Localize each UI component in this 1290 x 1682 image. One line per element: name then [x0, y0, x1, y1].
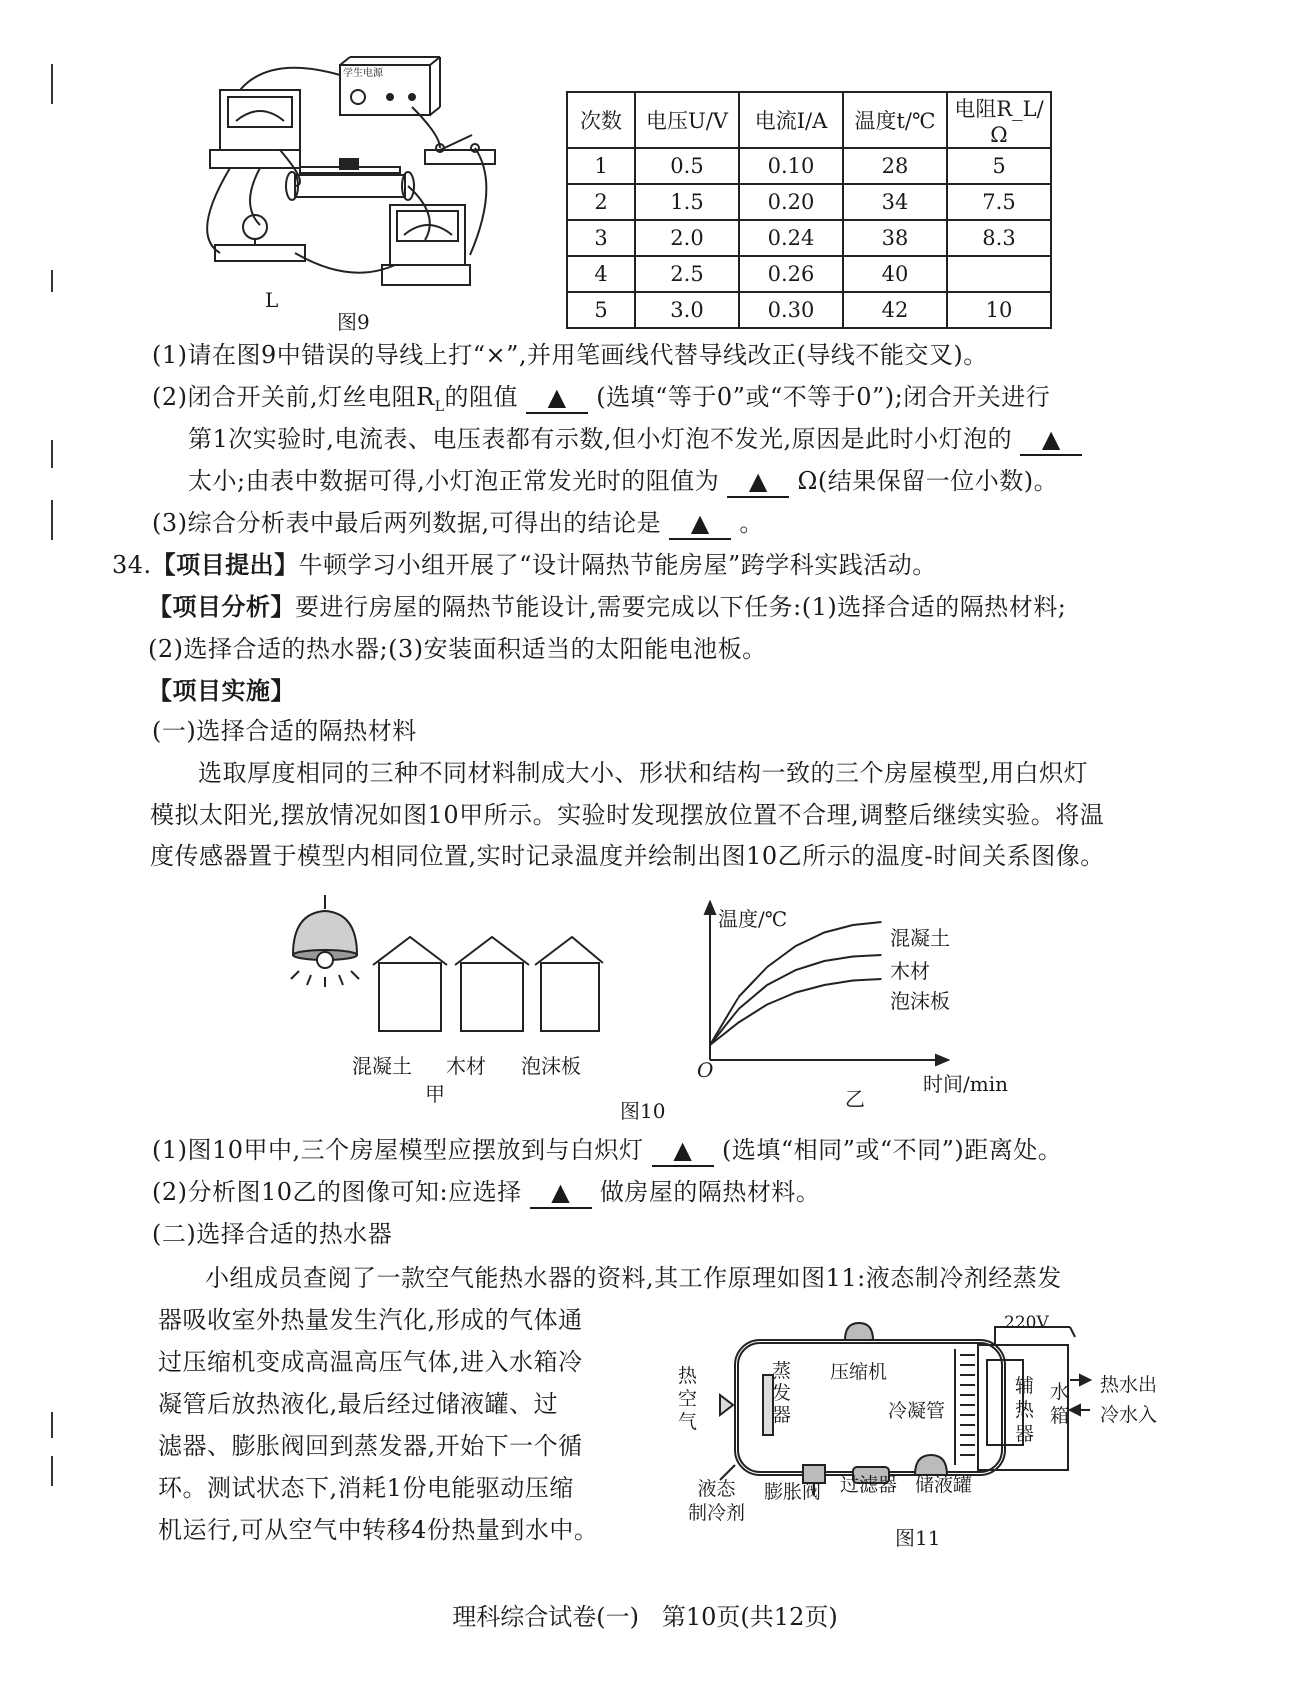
section-tag: 【项目提出】: [151, 550, 299, 579]
table-row: [567, 220, 1051, 256]
q34-part1: [152, 1135, 1062, 1167]
table-header-row: [567, 92, 1051, 148]
legend-label: 木材: [890, 959, 930, 983]
cold-in-label: 冷水入: [1100, 1404, 1158, 1426]
refrigerant-line: 液态: [697, 1478, 736, 1500]
tank-char: 箱: [1050, 1405, 1070, 1427]
q33-text: 第1次实验时,电流表、电压表都有示数,但小灯泡不发光,原因是此时小灯泡的: [188, 425, 1013, 453]
q33-part1: (1)请在图9中错误的导线上打“×”,并用笔画线代替导线改正(导线不能交叉)。: [152, 341, 988, 369]
aux-heater-label: [1015, 1374, 1034, 1446]
table-cell: 0.5: [635, 148, 739, 184]
q34-paragraph-line: 模拟太阳光,摆放情况如图10甲所示。实验时发现摆放位置不合理,调整后继续实验。将温: [150, 801, 1105, 829]
q34-paragraph-line: 器吸收室外热量发生汽化,形成的气体通: [158, 1306, 583, 1334]
table-cell: 0.20: [739, 184, 843, 220]
table-cell: 0.30: [739, 292, 843, 328]
compressor-label: 压缩机: [830, 1361, 888, 1383]
q34-line2: [148, 592, 1066, 622]
receiver-label: 储液罐: [915, 1474, 973, 1496]
filter-label: 过滤器: [840, 1474, 898, 1496]
table-row: [567, 292, 1051, 328]
chart-xlabel: 时间/min: [923, 1072, 1008, 1096]
table-cell: 4: [567, 256, 635, 292]
table-cell: 3: [567, 220, 635, 256]
hot-air-arrow: [720, 1395, 733, 1415]
q33-part2-line1: [152, 382, 1050, 422]
table-cell: 2.5: [635, 256, 739, 292]
margin-mark: [51, 64, 53, 104]
refrigerant-label: [688, 1477, 745, 1525]
table-cell: 2.0: [635, 220, 739, 256]
q34-text: (1)图10甲中,三个房屋模型应摆放到与白炽灯: [152, 1136, 644, 1164]
chart-ylabel: 温度/℃: [718, 907, 788, 931]
margin-mark: [51, 440, 53, 468]
q33-part2-line2: [188, 424, 1082, 456]
q34-paragraph-line: 选取厚度相同的三种不同材料制成大小、形状和结构一致的三个房屋模型,用白炽灯: [198, 759, 1089, 787]
table-row: [567, 256, 1051, 292]
table-cell: 1: [567, 148, 635, 184]
q33-text: 太小;由表中数据可得,小灯泡正常发光时的阻值为: [188, 467, 720, 495]
series-line-1: [710, 955, 881, 1045]
table-cell: [947, 256, 1051, 292]
table-cell: 3.0: [635, 292, 739, 328]
table-cell: 2: [567, 184, 635, 220]
margin-mark: [51, 270, 53, 292]
evaporator-char: 发: [772, 1382, 792, 1404]
evaporator-label: [772, 1360, 791, 1426]
answer-blank[interactable]: ▲: [526, 382, 588, 414]
hot-out-label: 热水出: [1100, 1374, 1158, 1396]
table-cell: 28: [843, 148, 947, 184]
table-cell: 5: [567, 292, 635, 328]
fig9-caption: 图9: [337, 310, 370, 334]
margin-mark: [51, 1412, 53, 1438]
legend-label: 泡沫板: [890, 989, 950, 1013]
table-cell: 5: [947, 148, 1051, 184]
table-header: 温度t/℃: [843, 92, 947, 148]
house-label: 木材: [446, 1054, 486, 1078]
series-line-0: [710, 922, 881, 1045]
answer-blank[interactable]: ▲: [1020, 424, 1082, 456]
subsection-heading: (二)选择合适的热水器: [152, 1220, 393, 1248]
table-row: [567, 184, 1051, 220]
chart-origin: O: [697, 1058, 714, 1082]
table-cell: 0.26: [739, 256, 843, 292]
answer-blank[interactable]: ▲: [669, 508, 731, 540]
page-footer: 理科综合试卷(一) 第10页(共12页): [452, 1603, 838, 1631]
hot-air-char: 空: [678, 1388, 698, 1410]
q33-text: Ω(结果保留一位小数)。: [797, 467, 1059, 495]
question-number: 34.: [112, 551, 152, 579]
subsection-heading: (一)选择合适的隔热材料: [152, 717, 417, 745]
q33-text: (2)闭合开关前,灯丝电阻R: [152, 383, 435, 411]
table-cell: 8.3: [947, 220, 1051, 256]
fig10-caption: 图10: [620, 1099, 666, 1123]
section-tag: 【项目分析】: [148, 592, 295, 621]
table-cell: 0.10: [739, 148, 843, 184]
table-cell: 34: [843, 184, 947, 220]
q34-paragraph-line: 环。测试状态下,消耗1份电能驱动压缩: [158, 1474, 574, 1502]
q34-paragraph-line: 度传感器置于模型内相同位置,实时记录温度并绘制出图10乙所示的温度-时间关系图像。: [150, 842, 1105, 870]
aux-heater-char: 热: [1015, 1399, 1035, 1421]
voltage-label: 220V: [1004, 1313, 1049, 1333]
q34-text: (选填“相同”或“不同”)距离处。: [721, 1136, 1063, 1164]
fig11-caption: 图11: [895, 1526, 941, 1550]
evaporator-char: 器: [772, 1404, 792, 1426]
q33-part2-line3: [188, 466, 1058, 498]
q34-text: 做房屋的隔热材料。: [599, 1178, 821, 1206]
compressor-shape: [845, 1323, 873, 1340]
table-cell: 38: [843, 220, 947, 256]
hot-air-char: 热: [678, 1365, 698, 1387]
q34-paragraph-line: 滤器、膨胀阀回到蒸发器,开始下一个循: [158, 1432, 583, 1460]
table-header: 电压U/V: [635, 92, 739, 148]
table-cell: 7.5: [947, 184, 1051, 220]
margin-mark: [51, 500, 53, 540]
table-cell: 10: [947, 292, 1051, 328]
fig9-lamp-label: L: [265, 288, 279, 312]
q34-line3: (2)选择合适的热水器;(3)安装面积适当的太阳能电池板。: [148, 635, 767, 663]
hot-air-char: 气: [678, 1411, 698, 1433]
expansion-valve-label: 膨胀阀: [764, 1481, 822, 1503]
legend-label: 混凝土: [890, 926, 950, 950]
table-cell: 42: [843, 292, 947, 328]
house-label: 泡沫板: [521, 1054, 581, 1078]
tank-label: [1050, 1380, 1069, 1428]
q34-paragraph-line: 凝管后放热液化,最后经过储液罐、过: [158, 1390, 559, 1418]
table-cell: 40: [843, 256, 947, 292]
table-header: 次数: [567, 92, 635, 148]
q34-text: (2)分析图10乙的图像可知:应选择: [152, 1178, 522, 1206]
fig9-data-table: [566, 91, 1052, 329]
condenser-label: 冷凝管: [888, 1400, 946, 1422]
fig10-yi-label: 乙: [845, 1087, 865, 1111]
y-axis-arrow: [705, 902, 715, 914]
q34-paragraph-line: 小组成员查阅了一款空气能热水器的资料,其工作原理如图11:液态制冷剂经蒸发: [205, 1264, 1062, 1292]
answer-blank[interactable]: ▲: [652, 1135, 714, 1167]
hot-air-label: [678, 1365, 697, 1434]
q33-text: 。: [739, 509, 764, 537]
answer-blank[interactable]: ▲: [530, 1177, 592, 1209]
q34-paragraph-line: 机运行,可从空气中转移4份热量到水中。: [158, 1516, 599, 1544]
q33-subscript: L: [434, 398, 445, 415]
q33-text: (选填“等于0”或“不等于0”);闭合开关进行: [596, 383, 1051, 411]
q34-part2: [152, 1177, 820, 1209]
fig10-jia-diagram: [285, 895, 605, 1065]
house-label: 混凝土: [352, 1054, 412, 1078]
x-axis-arrow: [936, 1055, 948, 1065]
table-header: 电流I/A: [739, 92, 843, 148]
evaporator-char: 蒸: [772, 1360, 792, 1382]
table-cell: 1.5: [635, 184, 739, 220]
q34-text: 要进行房屋的隔热节能设计,需要完成以下任务:(1)选择合适的隔热材料;: [295, 593, 1067, 621]
q34-text: 牛顿学习小组开展了“设计隔热节能房屋”跨学科实践活动。: [298, 551, 937, 579]
table-cell: 0.24: [739, 220, 843, 256]
aux-heater-char: 辅: [1015, 1375, 1035, 1397]
table-header: 电阻R_L/Ω: [947, 92, 1051, 148]
q34-line1: [112, 550, 937, 580]
fig9-power-label: 学生电源: [343, 68, 383, 79]
q33-text: 的阻值: [444, 383, 518, 411]
margin-mark: [51, 1456, 53, 1486]
aux-heater-char: 器: [1015, 1423, 1035, 1445]
q33-text: (3)综合分析表中最后两列数据,可得出的结论是: [152, 509, 662, 537]
fig9-circuit-diagram: [200, 55, 540, 330]
fig10-jia-label: 甲: [425, 1082, 445, 1106]
refrigerant-line: 制冷剂: [688, 1502, 746, 1524]
tank-char: 水: [1050, 1381, 1070, 1403]
answer-blank[interactable]: ▲: [727, 466, 789, 498]
table-row: [567, 148, 1051, 184]
q34-paragraph-line: 过压缩机变成高温高压气体,进入水箱冷: [158, 1348, 583, 1376]
q33-part3: [152, 508, 764, 540]
section-tag: 【项目实施】: [148, 676, 295, 705]
